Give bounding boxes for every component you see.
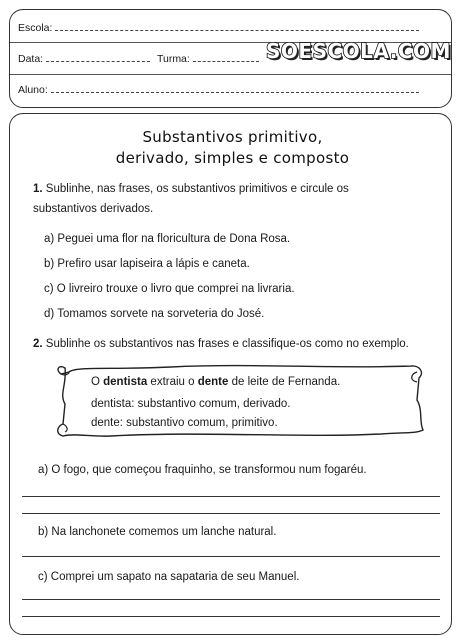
answer-line[interactable]: [22, 556, 440, 557]
example-scroll: [51, 360, 429, 440]
example-highlight-dente: dente: [197, 376, 229, 388]
question-2-text: Sublinhe os substantivos nas frases e classifique-os como no exemplo.: [45, 338, 409, 350]
example-classification-1: dentista: substantivo comum, derivado.: [91, 398, 291, 410]
student-label: Aluno:: [18, 84, 48, 96]
example-text-part: O: [91, 376, 104, 388]
question-1-number: 1.: [33, 183, 43, 195]
header-divider-2: [10, 74, 451, 75]
question-1-item-b: b) Prefiro usar lapiseira a lápis e caneta.: [44, 258, 250, 270]
worksheet-title-line-2: derivado, simples e composto: [115, 149, 350, 167]
school-field[interactable]: [18, 22, 419, 34]
example-text-part: extraiu o: [147, 376, 198, 388]
question-1-text-line-1: Sublinhe, nas frases, os substantivos primitivos e circule os: [45, 183, 349, 195]
question-2-item-a: a) O fogo, que começou fraquinho, se transformou num fogaréu.: [38, 464, 367, 476]
answer-line[interactable]: [22, 496, 440, 497]
answer-line[interactable]: [22, 616, 440, 617]
question-2-prompt: [33, 338, 409, 350]
question-2-number: 2.: [33, 338, 43, 350]
student-input-line[interactable]: [51, 84, 419, 93]
class-label: Turma:: [156, 53, 190, 65]
worksheet-title-line-1: Substantivos primitivo,: [142, 128, 323, 146]
student-field[interactable]: [18, 84, 419, 96]
question-1-item-d: d) Tomamos sorvete na sorveteria do José.: [44, 308, 265, 320]
date-field[interactable]: [18, 53, 259, 65]
example-classification-2: dente: substantivo comum, primitivo.: [91, 417, 278, 429]
date-input-line[interactable]: [46, 53, 150, 62]
question-2-item-c: c) Comprei um sapato na sapataria de seu Manuel.: [38, 571, 300, 583]
class-input-line[interactable]: [193, 53, 259, 62]
answer-line[interactable]: [22, 513, 440, 514]
school-input-line[interactable]: [55, 22, 419, 31]
question-1-text-line-2: substantivos derivados.: [33, 203, 154, 215]
example-text-part: de leite de Fernanda.: [228, 376, 341, 388]
site-logo: SOESCOLA.COM: [266, 39, 451, 63]
question-1-item-c: c) O livreiro trouxe o livro que comprei na livraria.: [44, 283, 295, 295]
question-2-item-b: b) Na lanchonete comemos um lanche natural.: [38, 526, 277, 538]
question-1-item-a: a) Peguei uma flor na floricultura de Dona Rosa.: [44, 233, 291, 245]
example-highlight-dentista: dentista: [103, 376, 148, 388]
date-label: Data:: [18, 53, 44, 65]
question-1-prompt: [33, 183, 349, 195]
school-label: Escola:: [18, 22, 53, 34]
example-sentence: [91, 376, 340, 388]
answer-line[interactable]: [22, 599, 440, 600]
